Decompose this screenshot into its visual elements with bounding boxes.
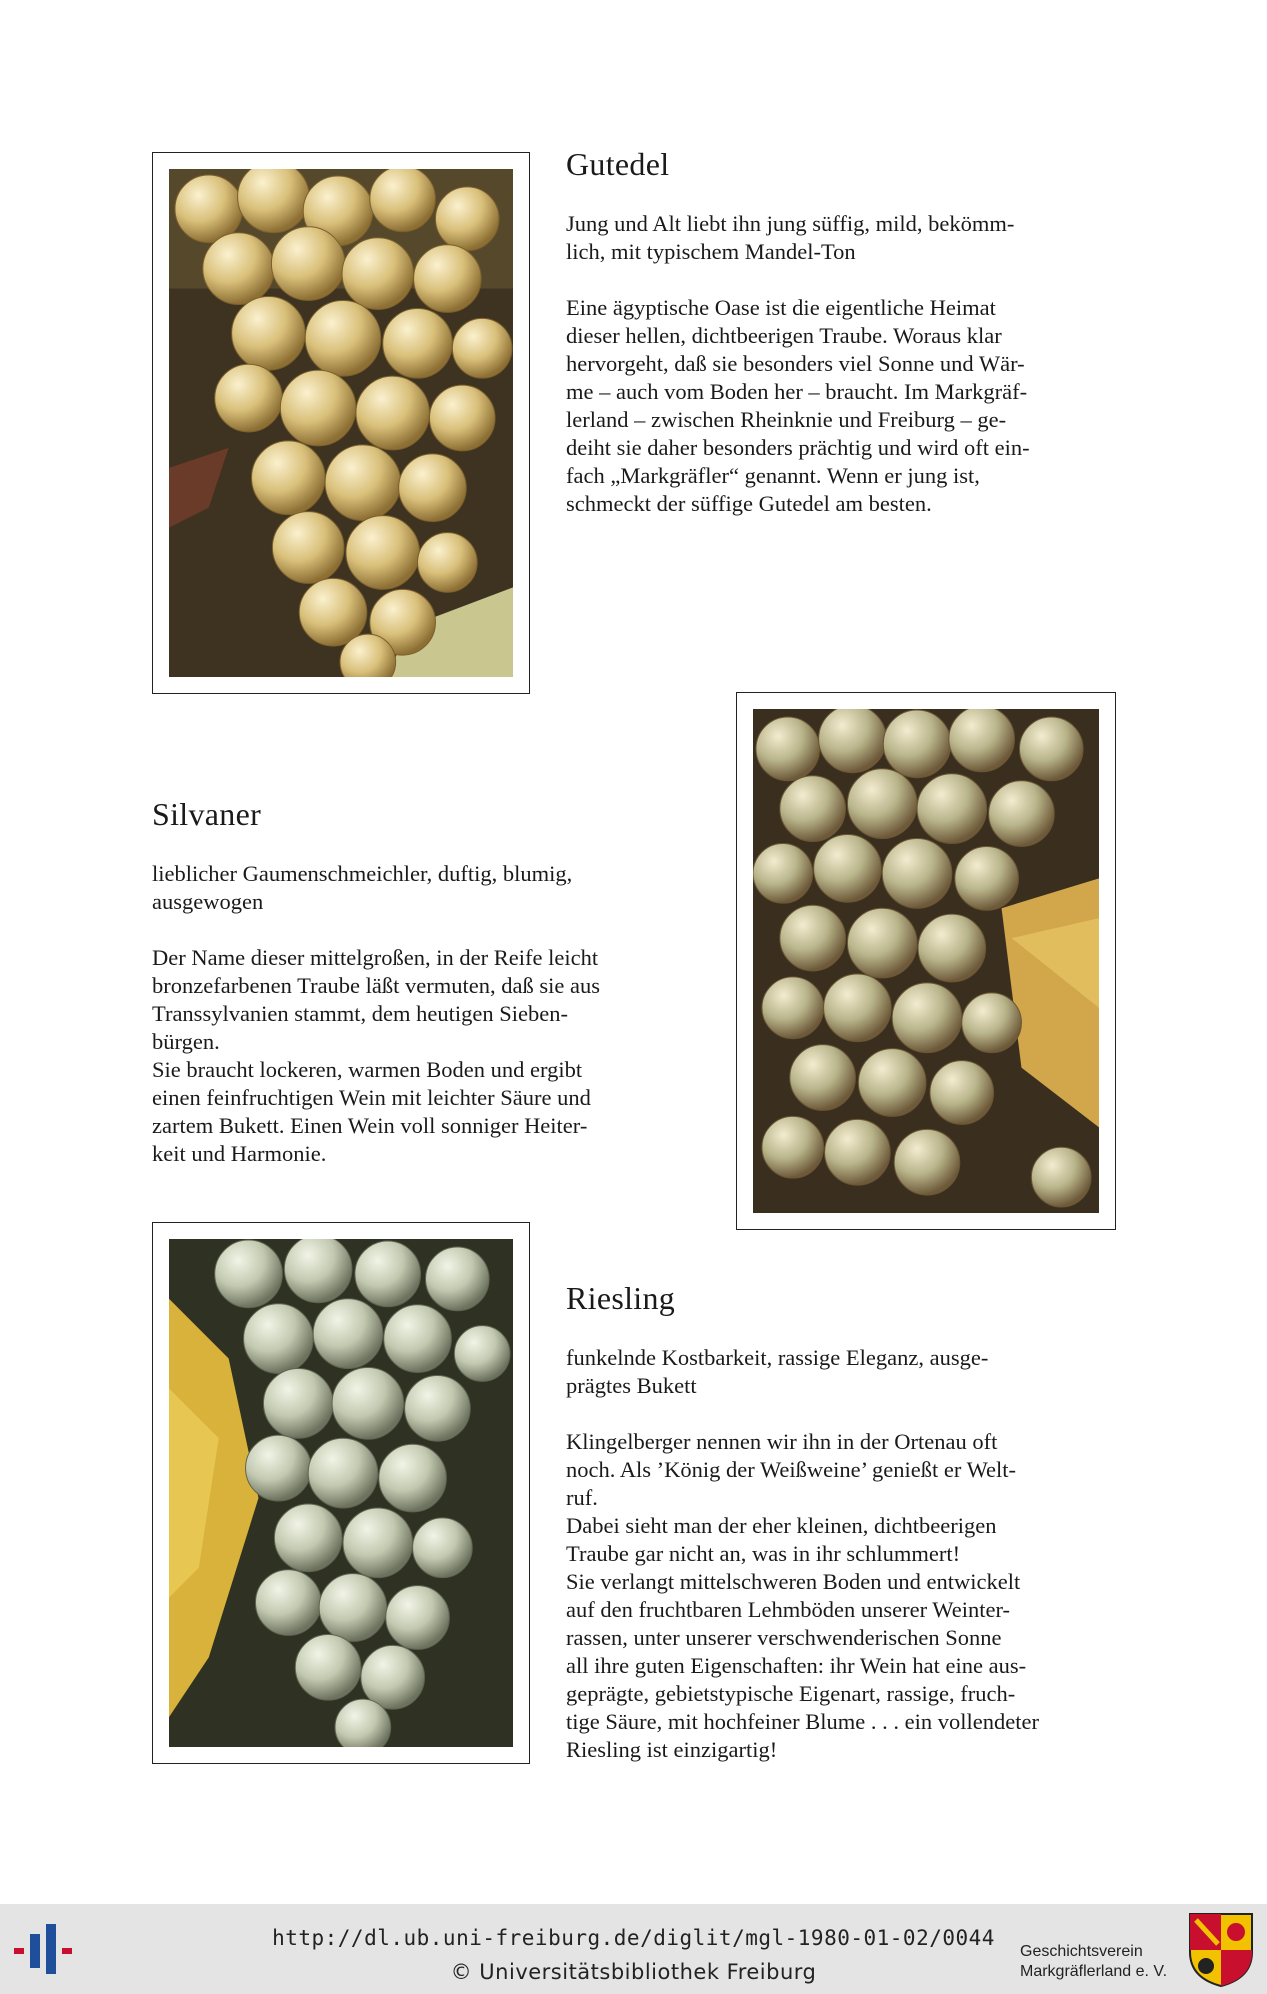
riesling-body-line: Sie verlangt mittelschweren Boden und entwickelt — [566, 1569, 1021, 1594]
silvaner-photo-frame — [736, 692, 1116, 1230]
society-name-line: Geschichtsverein — [1020, 1943, 1143, 1960]
silvaner-title: Silvaner — [152, 796, 262, 832]
riesling-body-line: tige Säure, mit hochfeiner Blume . . . ein vollendeter — [566, 1709, 1039, 1734]
society-name — [1020, 1942, 1167, 1982]
riesling-photo-frame — [152, 1222, 530, 1764]
riesling-body-line: ruf. — [566, 1485, 598, 1510]
gutedel-title: Gutedel — [566, 146, 670, 182]
gutedel-body-line: schmeckt der süffige Gutedel am besten. — [566, 491, 932, 516]
silvaner-body-line: bronzefarbenen Traube läßt vermuten, daß sie aus — [152, 973, 600, 998]
riesling-body-line: geprägte, gebietstypische Eigenart, rassige, fruch- — [566, 1681, 1016, 1706]
riesling-body-line: Klingelberger nennen wir ihn in der Ortenau oft — [566, 1429, 998, 1454]
riesling-title: Riesling — [566, 1280, 676, 1316]
gutedel-body-line: deiht sie daher besonders prächtig und wird oft ein- — [566, 435, 1030, 460]
riesling-tagline-line: prägtes Bukett — [566, 1373, 697, 1398]
silvaner-body-line: zartem Bukett. Einen Wein voll sonniger Heiter- — [152, 1113, 588, 1138]
riesling-body-line: rassen, unter unserer verschwenderischen Sonne — [566, 1625, 1002, 1650]
silvaner-body-line: Sie braucht lockeren, warmen Boden und ergibt — [152, 1057, 583, 1082]
riesling-body-line: Riesling ist einzigartig! — [566, 1737, 778, 1762]
footer-bar — [0, 1904, 1267, 1994]
riesling-text — [566, 1344, 1126, 1764]
gutedel-body-line: fach „Markgräfler“ genannt. Wenn er jung ist, — [566, 463, 980, 488]
riesling-body-line: Dabei sieht man der eher kleinen, dichtbeerigen — [566, 1513, 997, 1538]
riesling-body-line: Traube gar nicht an, was in ihr schlummert! — [566, 1541, 961, 1566]
silvaner-body-line: einen feinfruchtigen Wein mit leichter Säure und — [152, 1085, 591, 1110]
silvaner-body-line: keit und Harmonie. — [152, 1141, 327, 1166]
gutedel-grape-photo — [169, 169, 513, 677]
riesling-grape-image — [169, 1239, 513, 1747]
silvaner-body-line: Transsylvanien stammt, dem heutigen Sieben- — [152, 1001, 568, 1026]
gutedel-grape-image — [169, 169, 513, 677]
riesling-body-line: noch. Als ’König der Weißweine’ genießt er Welt- — [566, 1457, 1016, 1482]
silvaner-body-line: bürgen. — [152, 1029, 220, 1054]
gutedel-body-line: me – auch vom Boden her – braucht. Im Markgräf- — [566, 379, 1028, 404]
gutedel-tagline-line: Jung und Alt liebt ihn jung süffig, mild, bekömm- — [566, 211, 1015, 236]
silvaner-tagline-line: lieblicher Gaumenschmeichler, duftig, blumig, — [152, 861, 573, 886]
silvaner-body-line: Der Name dieser mittelgroßen, in der Reife leicht — [152, 945, 599, 970]
silvaner-text — [152, 860, 712, 1168]
riesling-body-line: auf den fruchtbaren Lehmböden unserer Weinter- — [566, 1597, 1011, 1622]
gutedel-tagline-line: lich, mit typischem Mandel-Ton — [566, 239, 856, 264]
gutedel-body-line: dieser hellen, dichtbeerigen Traube. Woraus klar — [566, 323, 1002, 348]
gutedel-text — [566, 210, 1126, 518]
gutedel-body-line: lerland – zwischen Rheinknie und Freiburg – ge- — [566, 407, 1007, 432]
gutedel-body-line: Eine ägyptische Oase ist die eigentliche Heimat — [566, 295, 996, 320]
riesling-grape-photo — [169, 1239, 513, 1747]
riesling-tagline-line: funkelnde Kostbarkeit, rassige Eleganz, ausge- — [566, 1345, 989, 1370]
source-url-link[interactable]: http://dl.ub.uni-freiburg.de/diglit/mgl-1980-01-02/0044 — [272, 1926, 995, 1950]
silvaner-grape-image — [753, 709, 1099, 1213]
copyright-text: © Universitätsbibliothek Freiburg — [450, 1960, 817, 1984]
gutedel-body-line: hervorgeht, daß sie besonders viel Sonne und Wär- — [566, 351, 1025, 376]
silvaner-grape-photo — [753, 709, 1099, 1213]
gutedel-photo-frame — [152, 152, 530, 694]
coat-of-arms-icon — [1188, 1912, 1254, 1988]
society-name-line: Markgräflerland e. V. — [1020, 1963, 1168, 1980]
silvaner-tagline-line: ausgewogen — [152, 889, 264, 914]
riesling-body-line: all ihre guten Eigenschaften: ihr Wein hat eine aus- — [566, 1653, 1027, 1678]
